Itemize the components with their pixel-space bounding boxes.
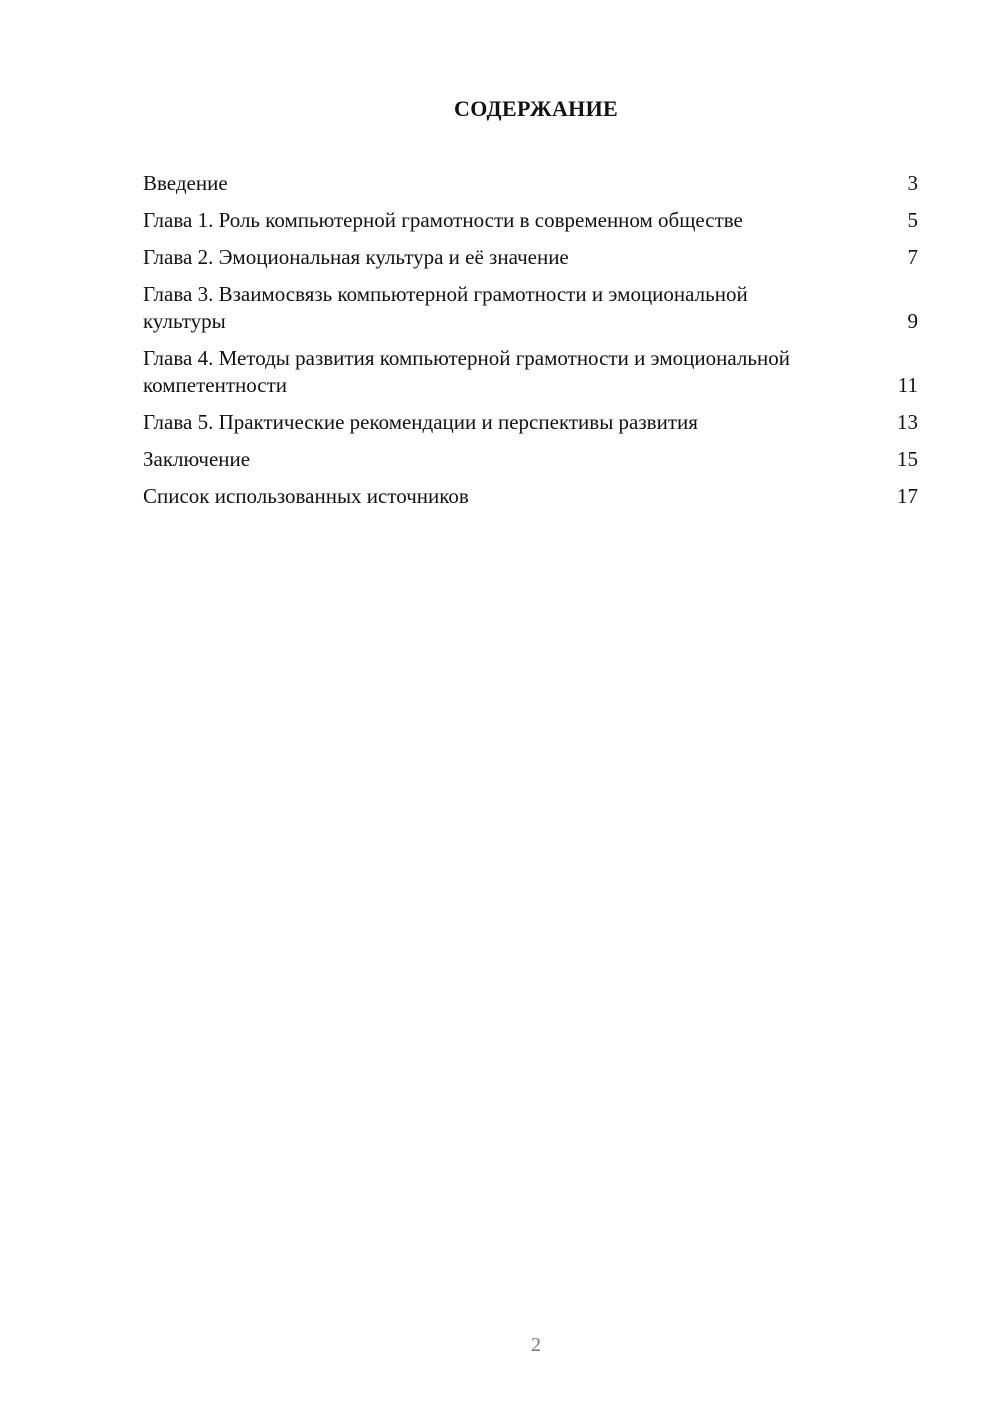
toc-entry-label: Заключение <box>143 447 251 471</box>
toc-entry-introduction <box>143 170 918 197</box>
toc-entry-page: 15 <box>897 447 918 471</box>
toc-entry-page: 13 <box>897 410 918 434</box>
toc-entry-page: 9 <box>907 309 918 333</box>
toc-entry-label: Список использованных источников <box>143 484 469 508</box>
toc-entry-conclusion <box>143 446 918 473</box>
toc-entry-label: Глава 1. Роль компьютерной грамотности в современном обществе <box>143 208 743 232</box>
toc-entry-label: Глава 3. Взаимосвязь компьютерной грамотности и эмоциональной культуры <box>143 282 748 333</box>
toc-entry-label: Глава 5. Практические рекомендации и перспективы развития <box>143 410 698 434</box>
table-of-contents <box>143 170 918 520</box>
toc-entry-chapter-3 <box>143 281 918 335</box>
toc-entry-page: 5 <box>907 208 918 232</box>
toc-entry-label: Введение <box>143 171 228 195</box>
toc-entry-chapter-4 <box>143 345 918 399</box>
toc-entry-page: 7 <box>907 245 918 269</box>
toc-entry-page: 3 <box>907 171 918 195</box>
page-title: СОДЕРЖАНИЕ <box>454 96 618 121</box>
toc-entry-chapter-5 <box>143 409 918 436</box>
toc-entry-chapter-2 <box>143 244 918 271</box>
toc-entry-page: 11 <box>897 373 918 397</box>
page-number: 2 <box>531 1334 541 1356</box>
toc-entry-label: Глава 4. Методы развития компьютерной грамотности и эмоциональной компетентности <box>143 346 790 397</box>
toc-entry-label: Глава 2. Эмоциональная культура и её значение <box>143 245 569 269</box>
toc-entry-page: 17 <box>897 484 918 508</box>
toc-entry-chapter-1 <box>143 207 918 234</box>
toc-entry-references <box>143 483 918 510</box>
